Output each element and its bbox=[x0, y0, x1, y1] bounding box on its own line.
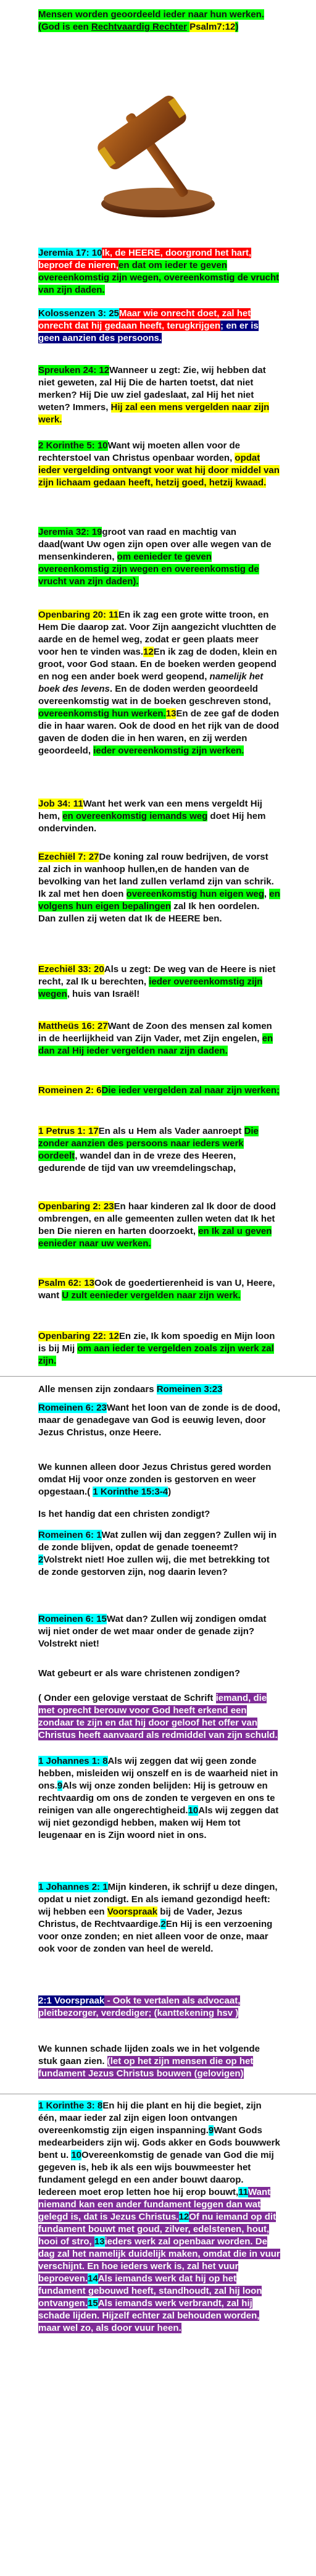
rechtvaardig-rechter-link[interactable]: Rechtvaardig Rechter bbox=[91, 22, 187, 32]
verse-ref[interactable]: Jeremia 32: 19 bbox=[38, 527, 102, 537]
verse-block: 1 Korinthe 3: 8En hij die plant en hij die begiet, zijn één, maar ieder zal zijn eigen loon ontvangen overeenkomstig zijn eigen inspanning.9Want Gods medearbeiders zijn wij. Gods akker en Gods bouwwerk bent u. 10Overeenkomstig de genade van God die mij gegeven is, heb ik als een wijs bouwmeester het fundament gelegd en een ander bouwt daarop. Iedereen moet erop letten hoe hij erop bouwt,11Want niemand kan een ander fundament leggen dan wat gelegd is, dat is Jezus Christus.12Of nu iemand op dit fundament bouwt met goud, zilver, edelstenen, hout, hooi of stro, 13ieders werk zal openbaar worden. De dag zal het namelijk duidelijk maken, omdat die in vuur verschijnt. En hoe ieders werk is, zal het vuur beproeven.14Als iemands werk dat hij op het fundament gebouwd heeft, standhoudt, zal hij loon ontvangen.15Als iemands werk verbrandt, zal hij schade lijden. Hijzelf echter zal behouden worden, maar wel zo, als door vuur heen. bbox=[38, 2100, 280, 2333]
question: Wat gebeurt er als ware christenen zondigen? bbox=[38, 1668, 241, 1679]
verse-block: Ezechiël 33: 20Als u zegt: De weg van de Heere is niet recht, zal Ik u berechten, ieder overeenkomstig zijn wegen, huis van Israël! bbox=[38, 964, 276, 999]
footnote: 2:1 Voorspraak - Ook te vertalen als advocaat, pleitbezorger, verdediger; (kanttekening hsv ) bbox=[38, 1995, 241, 2018]
verse-block: Mattheüs 16: 27Want de Zoon des mensen zal komen in de heerlijkheid van Zijn Vader, met Zijn engelen, en dan zal Hij ieder vergelden naar zijn daden. bbox=[38, 1021, 273, 1056]
paragraph: We kunnen schade lijden zoals we in het volgende stuk gaan zien. (let op het zijn mensen die op het fundament Jezus Christus bouwen (gelovigen) bbox=[38, 2044, 260, 2079]
verse-block: Ezechiël 7: 27De koning zal rouw bedrijven, de vorst zal zich in wanhoop hullen,en de handen van de bevolking van het land zullen verlamd zijn van schrik. Ik zal met hen doen overeenkomstig hun eigen weg, en volgens hun eigen bepalingen zal Ik hen oordelen. Dan zullen zij weten dat Ik de HEERE ben. bbox=[38, 852, 280, 924]
verse-block: 1 Johannes 2: 1Mijn kinderen, ik schrijf u deze dingen, opdat u niet zondigt. En als iemand gezondigd heeft: wij hebben een Voorspraak bij de Vader, Jezus Christus, de Rechtvaardige.2En Hij is een verzoening voor onze zonden; en niet alleen voor de onze, maar ook voor de zonden van heel de wereld. bbox=[38, 1882, 278, 1954]
verse-ref[interactable]: Romeinen 6: 23 bbox=[38, 1403, 107, 1413]
verse-block: Jeremia 17: 10Ik, de HEERE, doorgrond het hart, beproef de nieren,en dat om ieder te geven overeenkomstig zijn wegen, overeenkomstig de vrucht van zijn daden. bbox=[38, 248, 280, 295]
verse-ref[interactable]: 1 Petrus 1: 17 bbox=[38, 1126, 99, 1136]
verse-block: Openbaring 22: 12En zie, Ik kom spoedig en Mijn loon is bij Mij om aan ieder te vergelden zoals zijn werk zal zijn. bbox=[38, 1331, 275, 1366]
verse-block: 1 Petrus 1: 17En als u Hem als Vader aanroept Die zonder aanzien des persoons naar ieders werk oordeelt, wandel dan in de vreze des Heeren, gedurende de tijd van uw vreemdelingschap, bbox=[38, 1126, 259, 1173]
verse-ref[interactable]: Romeinen 6: 1 bbox=[38, 1530, 102, 1540]
verse-ref[interactable]: Openbaring 22: 12 bbox=[38, 1331, 119, 1341]
verse-ref[interactable]: Psalm 62: 13 bbox=[38, 1278, 94, 1288]
verse-block: Kolossenzen 3: 25Maar wie onrecht doet, zal het onrecht dat hij gedaan heeft, terugkrijgen; en er is geen aanzien des persoons. bbox=[38, 308, 259, 343]
verse-block: Romeinen 2: 6Die ieder vergelden zal naar zijn werken; bbox=[38, 1085, 280, 1096]
gavel-icon bbox=[93, 93, 223, 229]
verse-block: Romeinen 6: 1Wat zullen wij dan zeggen? Zullen wij in de zonde blijven, opdat de genade toeneemt?2Volstrekt niet! Hoe zullen wij, die met betrekking tot de zonde gestorven zijn, nog daarin leven? bbox=[38, 1530, 277, 1577]
verse-ref[interactable]: Kolossenzen 3: 25 bbox=[38, 308, 119, 319]
zondaars-heading: Alle mensen zijn zondaars Romeinen 3:23 bbox=[38, 1384, 223, 1395]
verse-block: 2 Korinthe 5: 10Want wij moeten allen voor de rechterstoel van Christus openbaar worden, opdat ieder vergelding ontvangt voor wat hij door middel van zijn lichaam gedaan heeft, hetzij goed, hetzij kwaad. bbox=[38, 440, 280, 488]
verse-ref[interactable]: Romeinen 3:23 bbox=[156, 1384, 223, 1395]
verse-ref[interactable]: Ezechiël 7: 27 bbox=[38, 852, 99, 862]
divider bbox=[0, 1376, 316, 1377]
verse-block: Openbaring 20: 11En ik zag een grote witte troon, en Hem Die daarop zat. Voor Zijn aangezicht vluchtten de aarde en de hemel weg, zodat er geen plaats meer voor hen te vinden was.12En ik zag de doden, klein en groot, voor God staan. En de boeken werden geopend en nog een ander boek werd geopend, namelijk het boek des levens. En de doden werden geoordeeld overeenkomstig wat in de boeken geschreven stond, overeenkomstig hun werken.13En de zee gaf de doden die in haar waren. Ook de dood en het rijk van de dood gaven de doden die in hen waren, en zij werden geoordeeld, ieder overeenkomstig zijn werken. bbox=[38, 610, 280, 756]
verse-block: Spreuken 24: 12Wanneer u zegt: Zie, wij hebben dat niet geweten, zal Hij Die de harten toetst, dat niet merken? Hij Die uw ziel gadeslaat, zal Hij het niet weten? Immers, Hij zal een mens vergelden naar zijn werk. bbox=[38, 365, 270, 425]
verse-ref[interactable]: 2 Korinthe 5: 10 bbox=[38, 440, 108, 451]
verse-ref[interactable]: Romeinen 2: 6 bbox=[38, 1085, 102, 1096]
verse-block: Romeinen 6: 23Want het loon van de zonde is de dood, maar de genadegave van God is eeuwig leven, door Jezus Christus, onze Heere. bbox=[38, 1403, 280, 1438]
question: Is het handig dat een christen zondigt? bbox=[38, 1509, 210, 1519]
verse-ref[interactable]: 1 Johannes 1: 8 bbox=[38, 1756, 108, 1766]
verse-ref[interactable]: Jeremia 17: 10 bbox=[38, 248, 102, 258]
verse-ref[interactable]: Spreuken 24: 12 bbox=[38, 365, 110, 375]
verse-ref[interactable]: Ezechiël 33: 20 bbox=[38, 964, 104, 975]
psalm-link[interactable]: Psalm7:12 bbox=[189, 22, 236, 32]
verse-block: Job 34: 11Want het werk van een mens vergeldt Hij hem, en overeenkomstig iemands weg doet Hij hem ondervinden. bbox=[38, 799, 266, 834]
verse-block: Romeinen 6: 15Wat dan? Zullen wij zondigen omdat wij niet onder de wet maar onder de genade zijn? Volstrekt niet! bbox=[38, 1614, 267, 1649]
verse-block: Psalm 62: 13Ook de goedertierenheid is van U, Heere, want U zult eenieder vergelden naar zijn werk. bbox=[38, 1278, 275, 1301]
verse-ref[interactable]: Openbaring 2: 23 bbox=[38, 1201, 114, 1212]
paragraph: ( Onder een gelovige verstaat de Schrift iemand, die met oprecht berouw voor God heeft erkend een zondaar te zijn en dat hij door geloof het offer van Christus heeft aanvaard als redmiddel van zijn schuld. bbox=[38, 1693, 278, 1740]
verse-block: Openbaring 2: 23En haar kinderen zal Ik door de dood ombrengen, en alle gemeenten zullen weten dat Ik het ben Die nieren en harten doorzoekt, en Ik zal u geven eenieder naar uw werken. bbox=[38, 1201, 276, 1249]
verse-block: Jeremia 32: 19groot van raad en machtig van daad(want Uw ogen zijn open over alle wegen van de mensenkinderen, om eenieder te geven overeenkomstig zijn wegen en overeenkomstig de vrucht van zijn daden). bbox=[38, 527, 272, 587]
verse-ref[interactable]: Job 34: 11 bbox=[38, 799, 83, 809]
intro-text: Mensen worden geoordeeld ieder naar hun werken. (God is een Rechtvaardig Rechter Psalm7:12) bbox=[38, 9, 264, 32]
verse-ref[interactable]: Romeinen 6: 15 bbox=[38, 1614, 107, 1624]
verse-ref[interactable]: Openbaring 20: 11 bbox=[38, 610, 119, 620]
verse-ref[interactable]: 1 Korinthe 15:3-4 bbox=[93, 1487, 168, 1497]
paragraph: We kunnen alleen door Jezus Christus gered worden omdat Hij voor onze zonden is gestorven en weer opgestaan.( 1 Korinthe 15:3-4) bbox=[38, 1462, 272, 1497]
intro-line1: Mensen worden geoordeeld ieder naar hun werken. bbox=[38, 9, 264, 20]
verse-ref[interactable]: 1 Johannes 2: 1 bbox=[38, 1882, 108, 1892]
verse-ref[interactable]: 1 Korinthe 3: 8 bbox=[38, 2100, 103, 2111]
verse-ref[interactable]: Mattheüs 16: 27 bbox=[38, 1021, 108, 1031]
verse-block: 1 Johannes 1: 8Als wij zeggen dat wij geen zonde hebben, misleiden wij onszelf en is de waarheid niet in ons.9Als wij onze zonden belijden: Hij is getrouw en rechtvaardig om ons de zonden te vergeven en ons te reinigen van alle ongerechtigheid.10Als wij zeggen dat wij niet gezondigd hebben, maken wij Hem tot leugenaar en is Zijn woord niet in ons. bbox=[38, 1756, 279, 1840]
